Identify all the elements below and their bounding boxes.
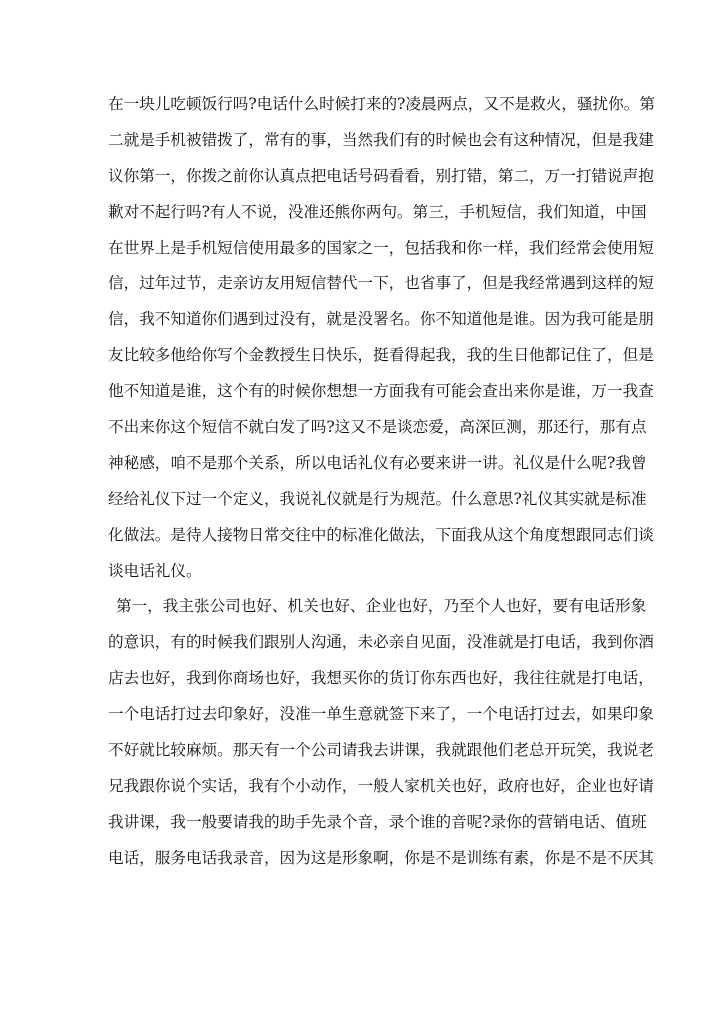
text-line: 的意识，有的时候我们跟别人沟通，未必亲自见面，没准就是打电话，我到你酒 <box>108 633 654 652</box>
text-line: 电话，服务电话我录音，因为这是形象啊，你是不是训练有素，你是不是不厌其 <box>108 848 654 867</box>
text-line: 谈电话礼仪。 <box>108 561 202 580</box>
text-line: 歉对不起行吗?有人不说，没准还熊你两句。第三，手机短信，我们知道，中国 <box>108 202 647 221</box>
paragraph-2 <box>108 589 654 876</box>
text-line: 不出来你这个短信不就白发了吗?这又不是谈恋爱，高深叵测，那还行，那有点 <box>108 418 647 437</box>
text-line: 信，我不知道你们遇到过没有，就是没署名。你不知道他是谁。因为我可能是朋 <box>108 310 654 329</box>
text-line: 兄我跟你说个实话，我有个小动作，一般人家机关也好，政府也好，企业也好请 <box>108 776 654 795</box>
text-line: 信，过年过节，走亲访友用短信替代一下，也省事了，但是我经常遇到这样的短 <box>108 274 654 293</box>
text-line: 一个电话打过去印象好，没准一单生意就签下来了，一个电话打过去，如果印象 <box>108 705 654 724</box>
text-line: 他不知道是谁，这个有的时候你想想一方面我有可能会查出来你是谁，万一我查 <box>108 382 654 401</box>
paragraph-1 <box>108 87 655 589</box>
text-line: 我讲课，我一般要请我的助手先录个音，录个谁的音呢?录你的营销电话、值班 <box>108 812 647 831</box>
text-line: 二就是手机被错拨了，常有的事，当然我们有的时候也会有这种情况，但是我建 <box>108 130 654 149</box>
text-line: 在世界上是手机短信使用最多的国家之一，包括我和你一样，我们经常会使用短 <box>108 238 654 257</box>
text-line: 店去也好，我到你商场也好，我想买你的货订你东西也好，我往往就是打电话， <box>108 669 654 688</box>
text-line: 友比较多他给你写个金教授生日快乐，挺看得起我，我的生日他都记住了，但是 <box>108 346 654 365</box>
document-body <box>108 87 655 877</box>
text-line: 第一，我主张公司也好、机关也好、企业也好，乃至个人也好，要有电话形象 <box>116 597 647 616</box>
text-line: 化做法。是待人接物日常交往中的标准化做法，下面我从这个角度想跟同志们谈 <box>108 525 654 544</box>
text-line: 神秘感，咱不是那个关系，所以电话礼仪有必要来讲一讲。礼仪是什么呢?我曾 <box>108 453 647 472</box>
text-line: 在一块儿吃顿饭行吗?电话什么时候打来的?凌晨两点，又不是救火，骚扰你。第 <box>108 95 655 113</box>
text-line: 议你第一，你拨之前你认真点把电话号码看看，别打错，第二，万一打错说声抱 <box>108 166 654 185</box>
text-line: 不好就比较麻烦。那天有一个公司请我去讲课，我就跟他们老总开玩笑，我说老 <box>108 741 654 760</box>
text-line: 经给礼仪下过一个定义，我说礼仪就是行为规范。什么意思?礼仪其实就是标准 <box>108 489 647 508</box>
